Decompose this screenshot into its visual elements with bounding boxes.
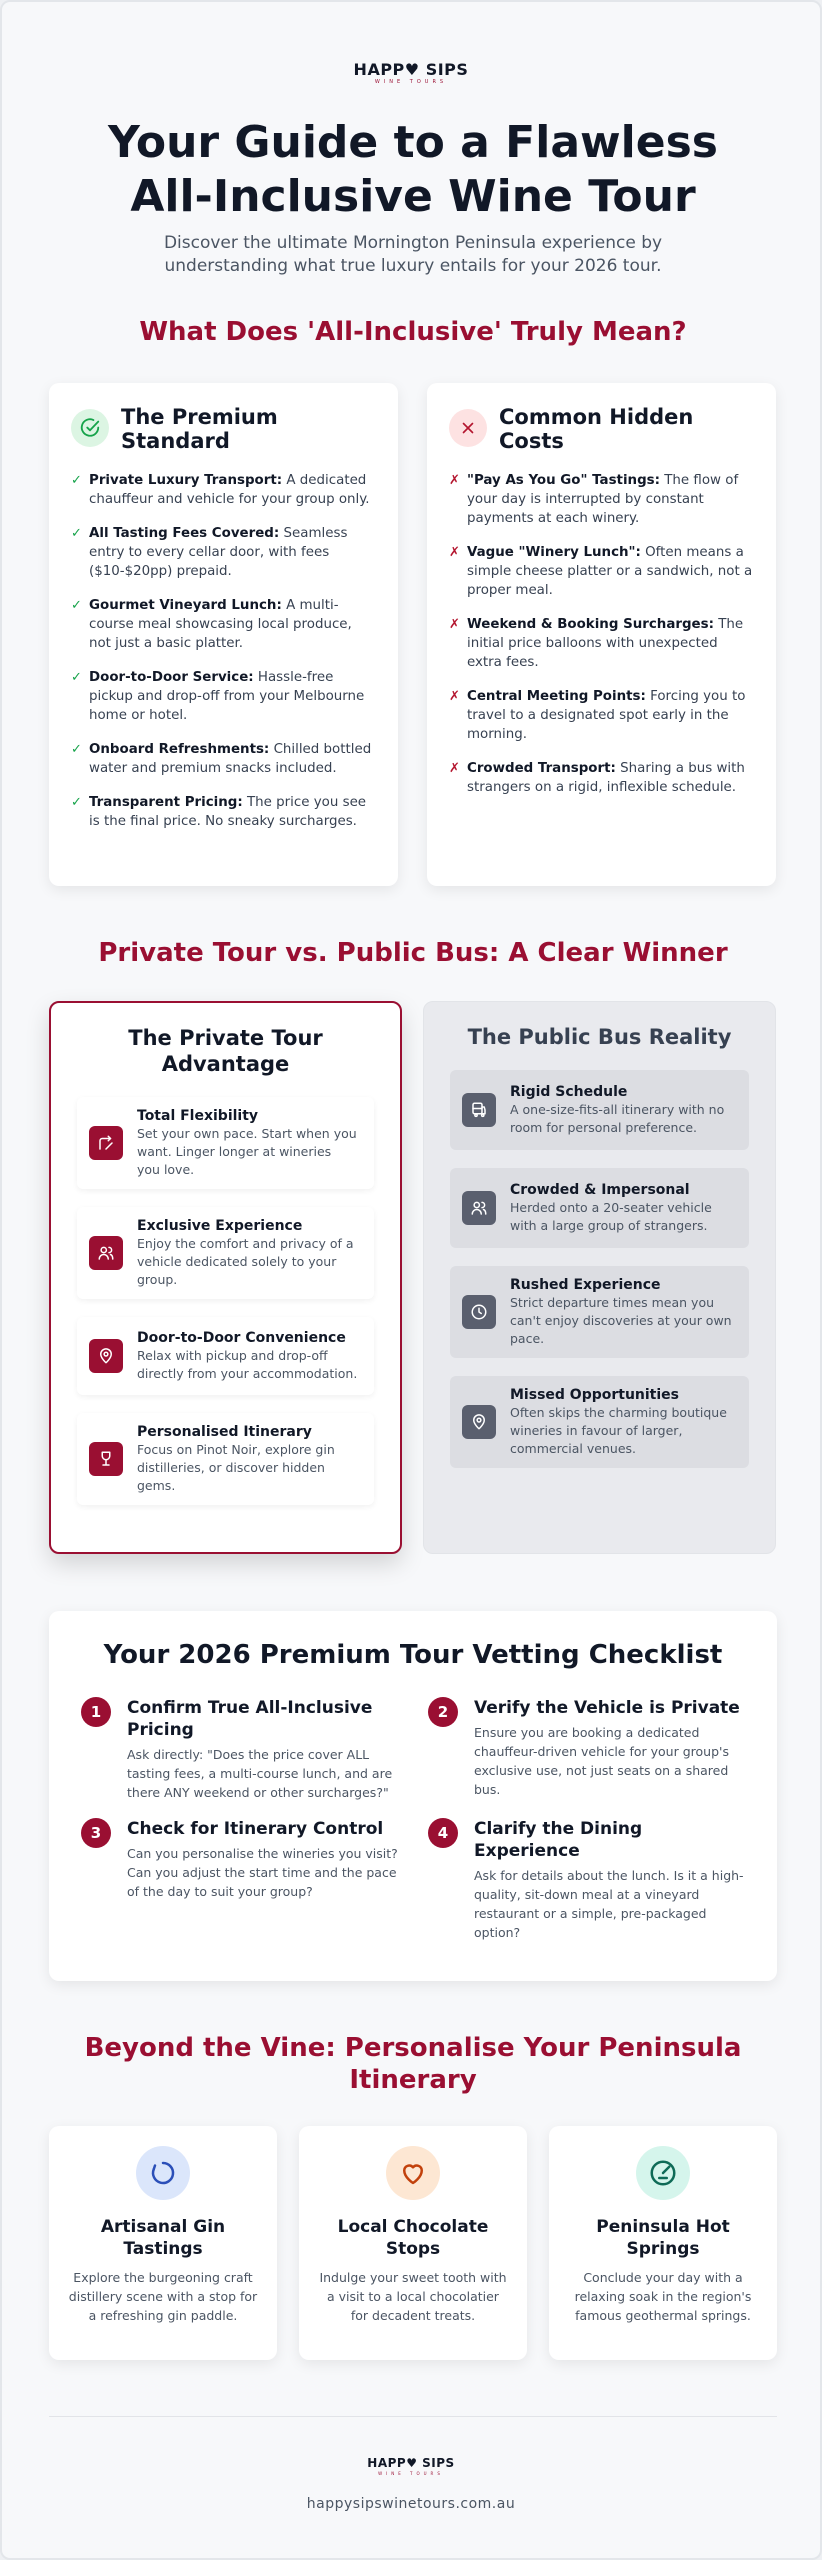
premium-item	[71, 596, 376, 653]
hidden-costs-title: Common Hidden Costs	[499, 405, 694, 453]
checklist-item-title: Verify the Vehicle is Private	[474, 1698, 740, 1718]
hidden-item	[449, 615, 754, 672]
hidden-costs-card	[427, 383, 776, 886]
premium-item	[71, 524, 376, 581]
public-reality-item-desc: A one-size-fits-all itinerary with no room for personal preference.	[510, 1102, 725, 1135]
checklist-title: Your 2026 Premium Tour Vetting Checklist	[103, 1640, 723, 1670]
premium-item-label: All Tasting Fees Covered:	[89, 526, 280, 541]
check-mark-icon: ✓	[71, 526, 82, 541]
heart-icon	[386, 2146, 440, 2200]
wine-glass-icon	[89, 1442, 123, 1476]
brand-name-part1: HAPP	[353, 60, 405, 79]
public-reality-item	[450, 1070, 749, 1150]
checklist-item-title: Clarify the Dining Experience	[474, 1819, 643, 1861]
itinerary-option-title: Artisanal Gin Tastings	[100, 2217, 226, 2259]
route-icon	[89, 1126, 123, 1160]
premium-item	[71, 471, 376, 509]
checklist-item-desc: Ensure you are booking a dedicated chauffeur-driven vehicle for your group's exclusive use, not just seats on a shared bus.	[474, 1725, 729, 1797]
cross-mark-icon: ✗	[449, 761, 460, 776]
premium-item-text: A dedicated chauffeur and vehicle for your group only.	[89, 473, 370, 507]
brand-tagline: WINE TOURS	[374, 79, 448, 85]
premium-standard-title: The Premium Standard	[121, 405, 278, 453]
cross-mark-icon: ✗	[449, 617, 460, 632]
public-reality-item-name: Missed Opportunities	[510, 1387, 679, 1403]
private-advantage-item-name: Personalised Itinerary	[137, 1424, 312, 1440]
check-mark-icon: ✓	[71, 795, 82, 810]
hidden-costs-list	[449, 471, 754, 797]
cross-mark-icon: ✗	[449, 689, 460, 704]
private-advantage-item-desc: Relax with pickup and drop-off directly from your accommodation.	[137, 1348, 358, 1381]
itinerary-option-card	[549, 2126, 777, 2360]
map-pin-icon	[89, 1339, 123, 1373]
itinerary-option-title: Local Chocolate Stops	[337, 2217, 489, 2259]
brand-logo	[2, 62, 820, 85]
private-advantage-item-desc: Enjoy the comfort and privacy of a vehicle dedicated solely to your group.	[137, 1236, 354, 1287]
checklist-item	[81, 1818, 398, 1942]
checklist-item-title: Check for Itinerary Control	[127, 1819, 384, 1839]
public-reality-item-name: Rigid Schedule	[510, 1084, 628, 1100]
clock-icon	[462, 1295, 496, 1329]
checklist-item	[81, 1697, 398, 1802]
section-title-beyond: Beyond the Vine: Personalise Your Peninsula Itinerary	[84, 2033, 742, 2095]
checklist-item-title: Confirm True All-Inclusive Pricing	[127, 1698, 373, 1740]
public-reality-item-name: Rushed Experience	[510, 1277, 661, 1293]
heart-icon: ♥	[406, 2456, 418, 2470]
spiral-icon	[136, 2146, 190, 2200]
premium-list	[71, 471, 376, 831]
private-advantage-item	[77, 1207, 374, 1299]
private-advantage-item-name: Door-to-Door Convenience	[137, 1330, 346, 1346]
footer-logo	[2, 2454, 820, 2476]
private-tour-title: The Private Tour Advantage	[128, 1026, 323, 1076]
premium-item-label: Gourmet Vineyard Lunch:	[89, 598, 282, 613]
private-advantage-item-desc: Set your own pace. Start when you want. Linger longer at wineries you love.	[137, 1126, 357, 1177]
bus-icon	[462, 1093, 496, 1127]
public-reality-item-desc: Strict departure times mean you can't enjoy discoveries at your own pace.	[510, 1295, 732, 1346]
premium-item	[71, 793, 376, 831]
premium-item-label: Private Luxury Transport:	[89, 473, 283, 488]
brand-name-part2: SIPS	[425, 60, 469, 79]
users-icon	[89, 1236, 123, 1270]
public-reality-item-desc: Herded onto a 20-seater vehicle with a large group of strangers.	[510, 1200, 712, 1233]
private-advantage-item-name: Total Flexibility	[137, 1108, 259, 1124]
hidden-item-label: Vague "Winery Lunch":	[467, 545, 641, 560]
hidden-item-label: Weekend & Booking Surcharges:	[467, 617, 714, 632]
users-icon	[462, 1191, 496, 1225]
private-advantage-item	[77, 1413, 374, 1505]
private-advantage-item-name: Exclusive Experience	[137, 1218, 303, 1234]
hidden-item-label: "Pay As You Go" Tastings:	[467, 473, 660, 488]
checklist-number-badge: 3	[81, 1818, 111, 1848]
hidden-item-text: The flow of your day is interrupted by constant payments at each winery.	[467, 473, 739, 526]
premium-item-text: A multi-course meal showcasing local produce, not just a basic platter.	[89, 598, 352, 651]
public-bus-title: The Public Bus Reality	[467, 1025, 732, 1049]
check-mark-icon: ✓	[71, 742, 82, 757]
premium-item-text: The price you see is the final price. No sneaky surcharges.	[89, 795, 367, 829]
gauge-icon	[636, 2146, 690, 2200]
map-pin-icon	[462, 1405, 496, 1439]
public-reality-item	[450, 1168, 749, 1248]
checklist-item	[428, 1697, 745, 1802]
premium-standard-card	[49, 383, 398, 886]
brand-name-part1: HAPP	[367, 2456, 407, 2470]
check-mark-icon: ✓	[71, 670, 82, 685]
hidden-item	[449, 687, 754, 744]
hidden-item	[449, 471, 754, 528]
website-link[interactable]: happysipswinetours.com.au	[306, 2496, 516, 2512]
heart-icon: ♥	[404, 60, 420, 79]
public-reality-item-desc: Often skips the charming boutique wineries in favour of larger, commercial venues.	[510, 1405, 727, 1456]
hidden-item	[449, 543, 754, 600]
premium-item-label: Onboard Refreshments:	[89, 742, 270, 757]
checklist-number-badge: 4	[428, 1818, 458, 1848]
x-icon	[449, 409, 487, 447]
itinerary-option-desc: Conclude your day with a relaxing soak in the region's famous geothermal springs.	[574, 2270, 752, 2323]
itinerary-option-card	[49, 2126, 277, 2360]
checklist-item-desc: Ask directly: "Does the price cover ALL tasting fees, a multi-course lunch, and are there ANY weekend or other surcharges?"	[127, 1747, 393, 1800]
hidden-item-text: The initial price balloons with unexpected extra fees.	[467, 617, 744, 670]
private-advantage-item	[77, 1317, 374, 1395]
itinerary-option-desc: Indulge your sweet tooth with a visit to a local chocolatier for decadent treats.	[319, 2270, 507, 2323]
private-advantage-item-desc: Focus on Pinot Noir, explore gin distilleries, or discover hidden gems.	[137, 1442, 335, 1493]
checklist-number-badge: 1	[81, 1697, 111, 1727]
private-tour-card	[49, 1001, 402, 1554]
check-mark-icon: ✓	[71, 473, 82, 488]
checklist-item-desc: Ask for details about the lunch. Is it a high-quality, sit-down meal at a vineyard restaurant or a simple, pre-packaged option?	[474, 1868, 744, 1940]
cross-mark-icon: ✗	[449, 473, 460, 488]
cross-mark-icon: ✗	[449, 545, 460, 560]
brand-name-part2: SIPS	[422, 2456, 455, 2470]
private-advantage-item	[77, 1097, 374, 1189]
hidden-item-text: Sharing a bus with strangers on a rigid, inflexible schedule.	[467, 761, 745, 795]
page-subtitle: Discover the ultimate Mornington Peninsula experience by understanding what true luxury entails for your 2026 tour.	[163, 233, 663, 276]
check-mark-icon: ✓	[71, 598, 82, 613]
hidden-item	[449, 759, 754, 797]
hidden-item-text: Forcing you to travel to a designated spot early in the morning.	[467, 689, 746, 742]
public-reality-item	[450, 1266, 749, 1358]
premium-item-label: Transparent Pricing:	[89, 795, 243, 810]
check-circle-icon	[71, 409, 109, 447]
vetting-checklist-card	[49, 1611, 777, 1981]
checklist-item	[428, 1818, 745, 1942]
itinerary-option-card	[299, 2126, 527, 2360]
section-title-inclusive: What Does 'All-Inclusive' Truly Mean?	[139, 317, 687, 347]
checklist-item-desc: Can you personalise the wineries you visit? Can you adjust the start time and the pace of the day to suit your group?	[127, 1846, 398, 1899]
itinerary-option-title: Peninsula Hot Springs	[596, 2217, 730, 2259]
footer-divider	[49, 2416, 777, 2417]
public-reality-item-name: Crowded & Impersonal	[510, 1182, 690, 1198]
public-reality-item	[450, 1376, 749, 1468]
checklist-number-badge: 2	[428, 1697, 458, 1727]
hidden-item-label: Crowded Transport:	[467, 761, 616, 776]
page-title: Your Guide to a Flawless All-Inclusive Wine Tour	[108, 117, 718, 222]
premium-item-label: Door-to-Door Service:	[89, 670, 254, 685]
public-bus-card	[423, 1001, 776, 1554]
private-tour-items	[77, 1097, 374, 1505]
hidden-item-text: Often means a simple cheese platter or a sandwich, not a proper meal.	[467, 545, 753, 598]
premium-item-text: Seamless entry to every cellar door, with fees ($10-$20pp) prepaid.	[89, 526, 348, 579]
brand-tagline: WINE TOURS	[378, 2471, 444, 2476]
checklist-grid	[81, 1697, 745, 1942]
premium-item	[71, 740, 376, 778]
premium-item	[71, 668, 376, 725]
premium-item-text: Hassle-free pickup and drop-off from your Melbourne home or hotel.	[89, 670, 365, 723]
hidden-item-label: Central Meeting Points:	[467, 689, 646, 704]
public-bus-items	[450, 1070, 749, 1468]
premium-item-text: Chilled bottled water and premium snacks included.	[89, 742, 372, 776]
section-title-comparison: Private Tour vs. Public Bus: A Clear Winner	[98, 938, 728, 968]
itinerary-option-desc: Explore the burgeoning craft distillery scene with a stop for a refreshing gin paddle.	[68, 2270, 258, 2323]
